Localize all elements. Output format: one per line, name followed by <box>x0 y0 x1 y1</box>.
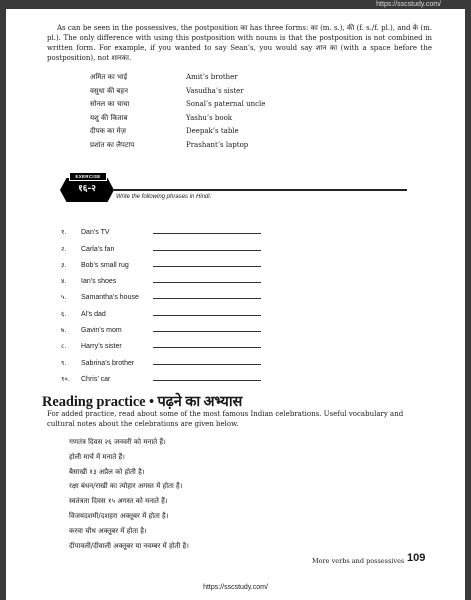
exercise-item-phrase: Al’s dad <box>81 310 106 318</box>
answer-blank-line[interactable] <box>153 265 261 267</box>
example-hindi: सोनल का चाचा <box>90 100 130 108</box>
example-row <box>90 73 390 87</box>
example-english: Yashu’s book <box>186 113 233 122</box>
example-row <box>90 127 390 141</box>
exercise-rule <box>112 189 407 191</box>
book-page <box>6 9 465 600</box>
exercise-item-number: ५. <box>61 293 67 302</box>
exercise-item-phrase: Carla’s fan <box>81 245 115 253</box>
exercise-item-phrase: Ian’s shoes <box>81 278 117 286</box>
exercise-item <box>61 318 381 334</box>
exercise-items <box>61 220 381 383</box>
exercise-item-number: ७. <box>61 326 67 335</box>
exercise-item <box>61 350 381 366</box>
exercise-item-phrase: Sabrina’s brother <box>81 359 135 367</box>
exercise-item <box>61 285 381 301</box>
reading-intro: For added practice, read about some of the most famous Indian celebrations. Useful vocabulary and cultural notes about the celebrations are given below. <box>47 410 404 428</box>
reading-line: स्वतंत्रता दिवस १५ अगस्त को मनाते हैं। <box>69 497 168 506</box>
exercise-item-phrase: Bob’s small rug <box>81 261 129 269</box>
reading-line: करवा चौथ अक्तूबर में होता है। <box>69 526 147 535</box>
example-hindi: अमित का भाई <box>90 73 128 81</box>
exercise-item-number: ३. <box>61 260 67 269</box>
exercise-item-phrase: Chris’ car <box>81 375 111 383</box>
intro-paragraph: As can be seen in the possessives, the postposition का has three forms: का (m. s.), की (f. s./f. pl.), and के (m. pl.). The only difference with using this postposition with nouns is that the postposition is not combined in written form. For example, if you wanted to say Sean’s, you would say शान का (with a space before the postposition), not शानका. <box>47 24 432 62</box>
reading-practice-heading: Reading practice • पढ़ने का अभ्यास <box>42 394 243 410</box>
example-english: Prashant’s laptop <box>186 140 249 149</box>
exercise-item-number: ८. <box>61 342 67 351</box>
exercise-item-phrase: Dan’s TV <box>81 229 110 237</box>
example-english: Vasudha’s sister <box>186 86 244 95</box>
exercise-item <box>61 220 381 236</box>
exercise-header <box>46 173 426 203</box>
exercise-item-number: २. <box>61 244 67 253</box>
possessive-examples <box>90 73 390 154</box>
reading-line: विजयदशमी/दशहरा अक्तूबर में होता है। <box>69 511 169 520</box>
example-hindi: दीपक का मेज़ <box>90 127 126 135</box>
example-row <box>90 87 390 101</box>
answer-blank-line[interactable] <box>153 249 261 251</box>
example-hindi: यशु की किताब <box>90 113 128 122</box>
example-english: Sonal’s paternal uncle <box>186 100 266 108</box>
exercise-item <box>61 269 381 285</box>
exercise-item-number: ९. <box>61 358 67 367</box>
exercise-item <box>61 334 381 350</box>
exercise-item-number: ४. <box>61 277 67 286</box>
answer-blank-line[interactable] <box>153 297 261 299</box>
answer-blank-line[interactable] <box>153 330 261 332</box>
example-english: Amit’s brother <box>186 73 238 81</box>
exercise-item-number: १०. <box>61 374 70 383</box>
exercise-item-phrase: Samantha’s house <box>81 294 139 302</box>
answer-blank-line[interactable] <box>153 363 261 365</box>
exercise-item-number: १. <box>61 228 67 237</box>
reading-line: बैसाखी १३ अप्रैल को होती है। <box>69 467 145 476</box>
reading-line: होली मार्च में मनाते हैं। <box>69 452 125 461</box>
reading-lines <box>69 435 189 553</box>
top-url: https://sscstudy.com/ <box>376 1 441 8</box>
reading-line: दीपावली/दीवाली अक्तूबर या नवम्बर में होती है। <box>69 541 189 550</box>
answer-blank-line[interactable] <box>153 281 261 283</box>
exercise-number: १६-२ <box>78 184 96 194</box>
example-row <box>90 114 390 128</box>
example-hindi: वसुधा की बहन <box>90 86 128 95</box>
running-footer-title: More verbs and possessives <box>312 557 405 565</box>
exercise-item-phrase: Harry’s sister <box>81 343 122 351</box>
reading-line: रक्षा बंधन/राखी का त्योहार अगस्त में होता है। <box>69 482 183 491</box>
exercise-instruction: Write the following phrases in Hindi. <box>116 194 212 200</box>
exercise-item <box>61 367 381 383</box>
answer-blank-line[interactable] <box>153 379 261 381</box>
exercise-item <box>61 301 381 317</box>
exercise-item <box>61 236 381 252</box>
bottom-url: https://sscstudy.com/ <box>203 584 268 591</box>
page-number: 109 <box>407 552 426 564</box>
example-hindi: प्रशांत का लैपटाप <box>90 140 135 149</box>
answer-blank-line[interactable] <box>153 346 261 348</box>
example-english: Deepak’s table <box>186 127 239 135</box>
exercise-item <box>61 253 381 269</box>
answer-blank-line[interactable] <box>153 232 261 234</box>
answer-blank-line[interactable] <box>153 314 261 316</box>
exercise-label: EXERCISE <box>69 172 107 181</box>
exercise-item-phrase: Gavin’s mom <box>81 327 122 335</box>
example-row <box>90 100 390 114</box>
reading-line: गणतंत्र दिवस २६ जनवरी को मनाते हैं। <box>69 438 166 446</box>
example-row <box>90 141 390 155</box>
exercise-item-number: ६. <box>61 309 67 318</box>
